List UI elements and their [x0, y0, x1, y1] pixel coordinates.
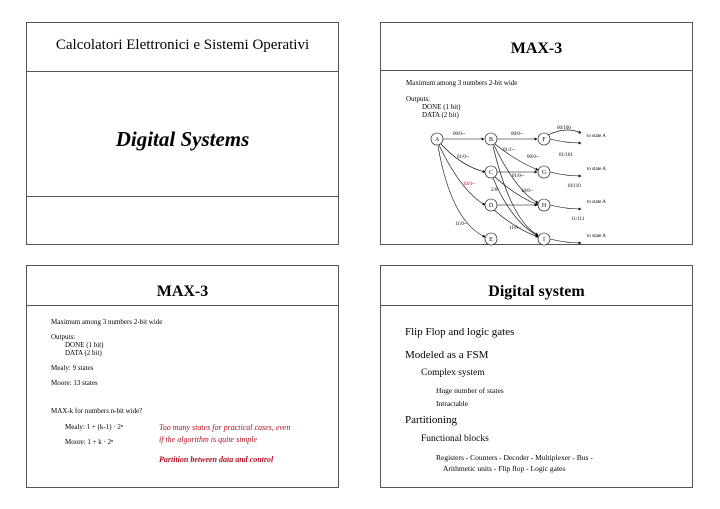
state-a: A — [434, 137, 440, 143]
to-state-label: to state A — [587, 167, 606, 172]
edge-label: 10/0-- — [463, 182, 476, 187]
edge-label: 10/110 — [567, 184, 581, 189]
slide-max3-diagram — [380, 22, 693, 245]
divider — [381, 70, 692, 71]
mealy-states: Mealy: 9 states — [51, 364, 94, 372]
outputs-label: Outputs: — [406, 95, 431, 103]
state-c: C — [488, 170, 494, 176]
edge-label: 00/0-- — [527, 155, 540, 160]
slide-title: MAX-3 — [510, 40, 563, 57]
edge-label: 00/100 — [557, 126, 571, 131]
note-line-2: if the algorithm is quite simple — [159, 435, 257, 444]
bullet-4: Huge number of states — [436, 386, 504, 395]
bullet-6: Partitioning — [405, 414, 457, 426]
slide-title: MAX-3 — [156, 283, 209, 300]
fsm-diagram — [381, 121, 694, 251]
slide-max3-states — [26, 265, 339, 488]
state-e: E — [489, 237, 493, 243]
note-line-1: Too many states for practical cases, even — [159, 423, 291, 432]
divider — [27, 196, 338, 197]
note-emphasis: Partition between data and control — [159, 455, 274, 464]
slide-digital-system — [380, 265, 693, 488]
slide-title — [26, 22, 339, 245]
edge-label: 11/0-- — [509, 226, 522, 231]
state-i: I — [543, 237, 545, 243]
to-state-label: to state A — [587, 134, 606, 139]
edge-label: 00/0-- — [453, 132, 466, 137]
state-b: B — [488, 137, 494, 143]
edge-label: 10/0-- — [521, 189, 534, 194]
bullet-2: Modeled as a FSM — [405, 349, 489, 361]
outputs-label: Outputs: — [51, 333, 76, 341]
state-d: D — [488, 203, 494, 209]
slide-title: Digital system — [488, 283, 585, 300]
edge-label: 01/101 — [559, 153, 573, 158]
divider — [27, 305, 338, 306]
mealy-formula: Mealy: 1 + (k-1) · 2ⁿ — [65, 423, 124, 431]
output-data: DATA (2 bit) — [422, 111, 459, 119]
moore-states: Moore: 13 states — [51, 379, 98, 387]
edge-label: 11/111 — [571, 217, 585, 222]
edge-label: 11/0-- — [455, 222, 468, 227]
course-title: Calcolatori Elettronici e Sistemi Operativi — [55, 37, 310, 53]
output-done: DONE (1 bit) — [65, 341, 104, 349]
bullet-8: Registers - Counters - Decoder - Multiplexer - Bus - — [436, 453, 593, 462]
edge-label: 01/1-- — [503, 148, 516, 153]
state-h: H — [541, 203, 547, 209]
description: Maximum among 3 numbers 2-bit wide — [51, 318, 163, 326]
output-done: DONE (1 bit) — [422, 103, 461, 111]
bullet-3: Complex system — [421, 368, 485, 378]
moore-formula: Moore: 1 + k · 2ⁿ — [65, 438, 114, 446]
slide-main-title: Digital Systems — [115, 127, 250, 151]
edge-label: 01/0-- — [457, 155, 470, 160]
maxk-question: MAX-k for numbers n-bit wide? — [51, 407, 143, 415]
edge-label: 01/0-- — [512, 174, 525, 179]
bullet-1: Flip Flop and logic gates — [405, 326, 515, 338]
bullet-9: Arithmetic units - Flip flop - Logic gates — [443, 464, 566, 473]
edge-label: 2/0- — [491, 188, 500, 193]
note-text — [159, 422, 290, 446]
to-state-label: to state A — [587, 200, 606, 205]
bullet-7: Functional blocks — [421, 434, 489, 444]
to-state-label: to state A — [587, 234, 606, 239]
output-data: DATA (2 bit) — [65, 349, 102, 357]
description: Maximum among 3 numbers 2-bit wide — [406, 79, 518, 87]
state-f: F — [542, 137, 546, 143]
bullet-5: Intractable — [436, 399, 469, 408]
divider — [381, 305, 692, 306]
divider — [27, 71, 338, 72]
state-g: G — [541, 170, 547, 176]
edge-label: 00/0-- — [511, 132, 524, 137]
